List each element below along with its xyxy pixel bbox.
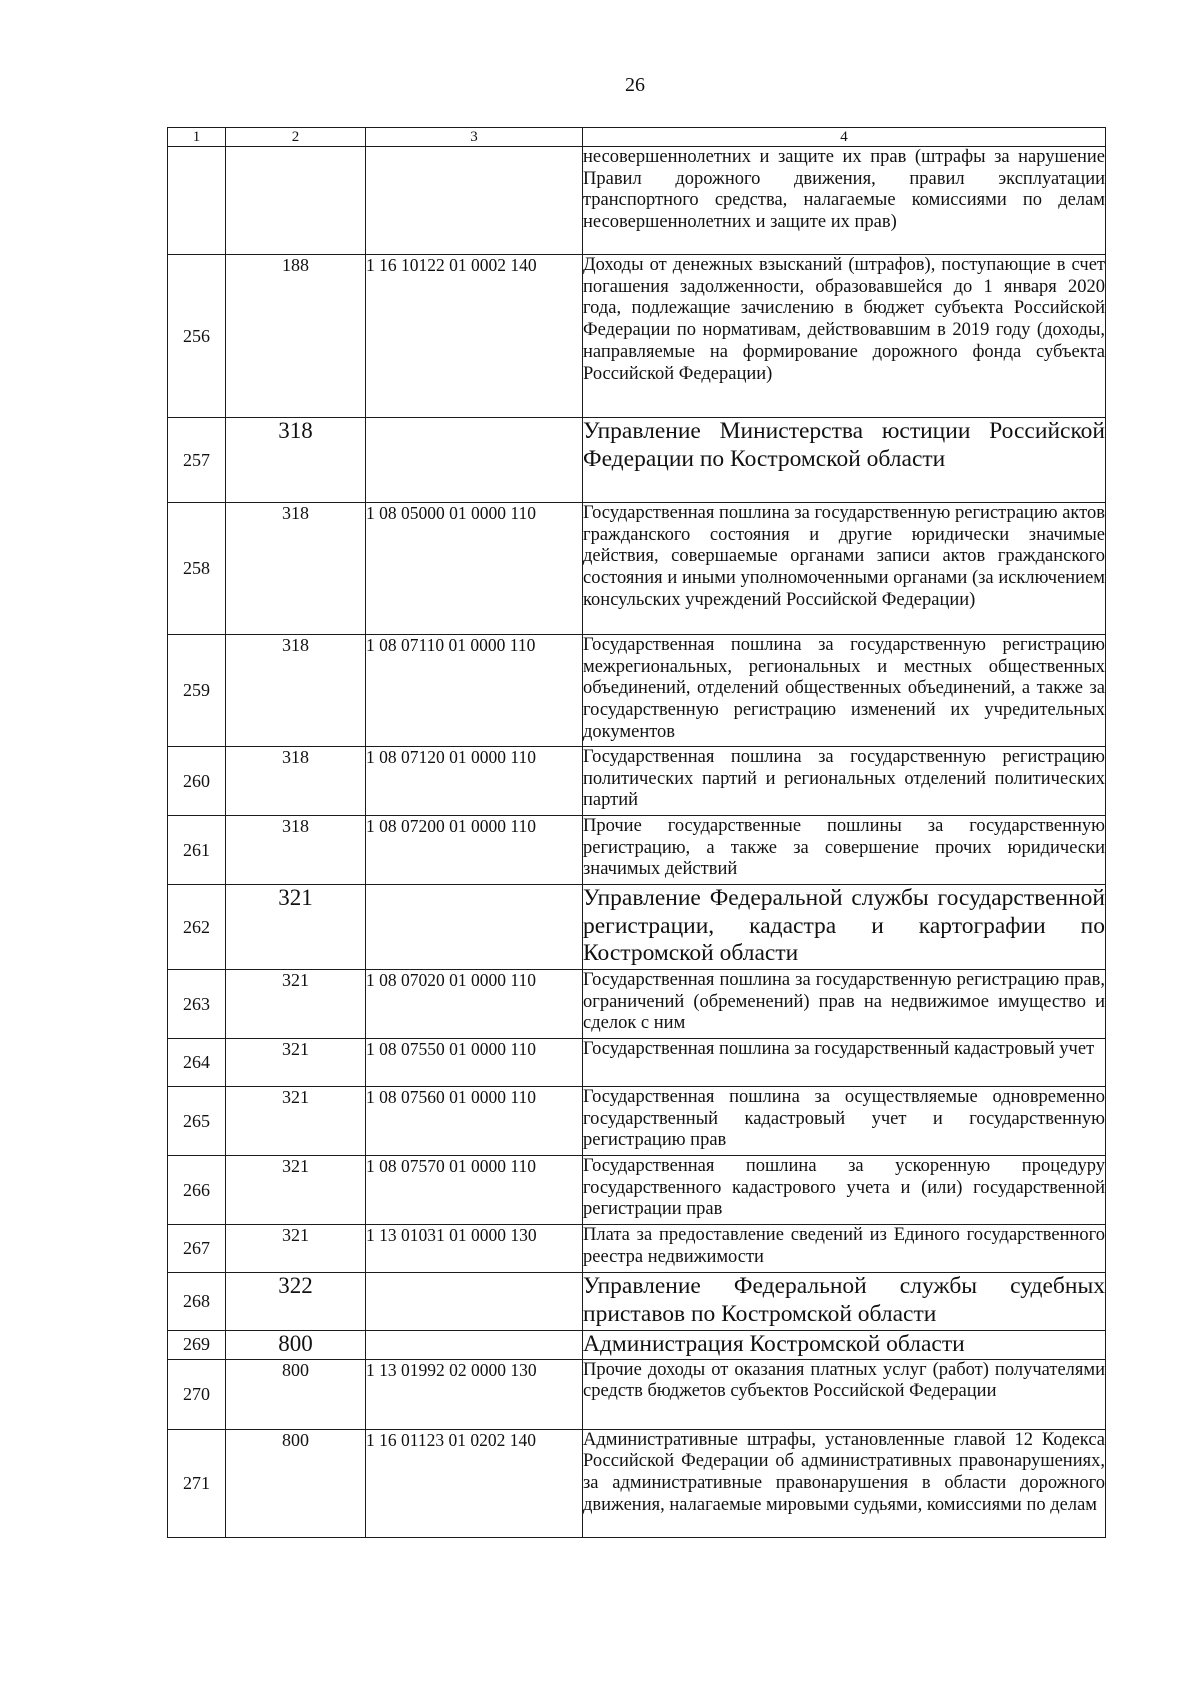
revenue-code: 1 08 07020 01 0000 110 [366,970,583,1039]
header-col-1: 1 [168,128,226,147]
revenue-code: 1 08 07570 01 0000 110 [366,1156,583,1225]
table-row [168,970,1106,1039]
revenue-code: 1 08 05000 01 0000 110 [366,503,583,635]
row-description: Управление Федеральной службы государственной регистрации, кадастра и картографии по Костромской области [583,885,1106,970]
row-number: 260 [168,747,226,816]
revenue-table [167,127,1106,1538]
admin-code: 321 [226,1039,366,1087]
revenue-code [366,885,583,970]
revenue-code [366,147,583,255]
table-row-continuation [168,147,1106,255]
row-description: Государственная пошлина за государственную регистрацию межрегиональных, региональных и местных общественных объединений, отделений общественных объединений, а также за государственную регистрацию изменений их учредительных документов [583,635,1106,747]
row-description: Государственная пошлина за государственную регистрацию политических партий и региональных отделений политических партий [583,747,1106,816]
revenue-code: 1 13 01992 02 0000 130 [366,1359,583,1429]
row-number: 267 [168,1225,226,1273]
table-row [168,1156,1106,1225]
admin-code: 318 [226,635,366,747]
row-number: 271 [168,1429,226,1537]
row-number: 264 [168,1039,226,1087]
row-description: Государственная пошлина за осуществляемые одновременно государственный кадастровый учет и государственную регистрацию прав [583,1087,1106,1156]
row-number: 263 [168,970,226,1039]
table-row [168,255,1106,418]
row-number: 266 [168,1156,226,1225]
revenue-code: 1 08 07550 01 0000 110 [366,1039,583,1087]
row-number: 270 [168,1359,226,1429]
header-row [168,128,1106,147]
row-description: Административные штрафы, установленные главой 12 Кодекса Российской Федерации об административных правонарушениях, за административные правонарушения в области дорожного движения, налагаемые мировыми судьями, комиссиями по делам [583,1429,1106,1537]
row-number: 265 [168,1087,226,1156]
row-description: Государственная пошлина за государственную регистрацию прав, ограничений (обременений) прав на недвижимое имущество и сделок с ним [583,970,1106,1039]
admin-code: 800 [226,1359,366,1429]
page-number: 26 [625,74,645,96]
revenue-code: 1 16 01123 01 0202 140 [366,1429,583,1537]
row-description: Государственная пошлина за государственную регистрацию актов гражданского состояния и другие юридически значимые действия, совершаемые органами записи актов гражданского состояния и иными уполномоченными органами (за исключением консульских учреждений Российской Федерации) [583,503,1106,635]
admin-code: 318 [226,503,366,635]
header-col-2: 2 [226,128,366,147]
row-number: 257 [168,418,226,503]
row-number [168,147,226,255]
row-description: Управление Министерства юстиции Российской Федерации по Костромской области [583,418,1106,503]
admin-code: 800 [226,1331,366,1360]
table-row [168,816,1106,885]
header-col-3: 3 [366,128,583,147]
revenue-code [366,418,583,503]
row-number: 259 [168,635,226,747]
table-row [168,635,1106,747]
table-row-heading [168,418,1106,503]
admin-code: 318 [226,747,366,816]
row-description: Плата за предоставление сведений из Единого государственного реестра недвижимости [583,1225,1106,1273]
admin-code: 318 [226,816,366,885]
table-row [168,1087,1106,1156]
admin-code: 321 [226,885,366,970]
admin-code [226,147,366,255]
table-row-heading [168,1331,1106,1360]
row-number: 262 [168,885,226,970]
revenue-code: 1 13 01031 01 0000 130 [366,1225,583,1273]
table-row [168,1039,1106,1087]
table-row-heading [168,885,1106,970]
revenue-code: 1 08 07200 01 0000 110 [366,816,583,885]
row-description: Администрация Костромской области [583,1331,1106,1360]
row-description: Управление Федеральной службы судебных приставов по Костромской области [583,1273,1106,1331]
header-col-4: 4 [583,128,1106,147]
row-description: Прочие государственные пошлины за государственную регистрацию, а также за совершение прочих юридически значимых действий [583,816,1106,885]
table-row [168,503,1106,635]
revenue-code: 1 08 07120 01 0000 110 [366,747,583,816]
table-row [168,747,1106,816]
admin-code: 800 [226,1429,366,1537]
table-row [168,1225,1106,1273]
table-row [168,1429,1106,1537]
row-number: 256 [168,255,226,418]
row-description: Государственная пошлина за ускоренную процедуру государственного кадастрового учета и (или) государственной регистрации прав [583,1156,1106,1225]
table-row [168,1359,1106,1429]
admin-code: 318 [226,418,366,503]
admin-code: 188 [226,255,366,418]
row-number: 258 [168,503,226,635]
admin-code: 321 [226,1225,366,1273]
admin-code: 321 [226,1156,366,1225]
revenue-code [366,1331,583,1360]
admin-code: 321 [226,1087,366,1156]
admin-code: 322 [226,1273,366,1331]
admin-code: 321 [226,970,366,1039]
row-description: Доходы от денежных взысканий (штрафов), поступающие в счет погашения задолженности, образовавшейся до 1 января 2020 года, подлежащие зачислению в бюджет субъекта Российской Федерации по нормативам, действовавшим в 2019 году (доходы, направляемые на формирование дорожного фонда субъекта Российской Федерации) [583,255,1106,418]
row-number: 261 [168,816,226,885]
row-description: Прочие доходы от оказания платных услуг (работ) получателями средств бюджетов субъектов Российской Федерации [583,1359,1106,1429]
row-description: несовершеннолетних и защите их прав (штрафы за нарушение Правил дорожного движения, правил эксплуатации транспортного средства, налагаемые комиссиями по делам несовершеннолетних и защите их прав) [583,147,1106,255]
revenue-code: 1 08 07110 01 0000 110 [366,635,583,747]
row-number: 269 [168,1331,226,1360]
row-number: 268 [168,1273,226,1331]
table-row-heading [168,1273,1106,1331]
revenue-code [366,1273,583,1331]
revenue-code: 1 08 07560 01 0000 110 [366,1087,583,1156]
revenue-code: 1 16 10122 01 0002 140 [366,255,583,418]
row-description: Государственная пошлина за государственный кадастровый учет [583,1039,1106,1087]
